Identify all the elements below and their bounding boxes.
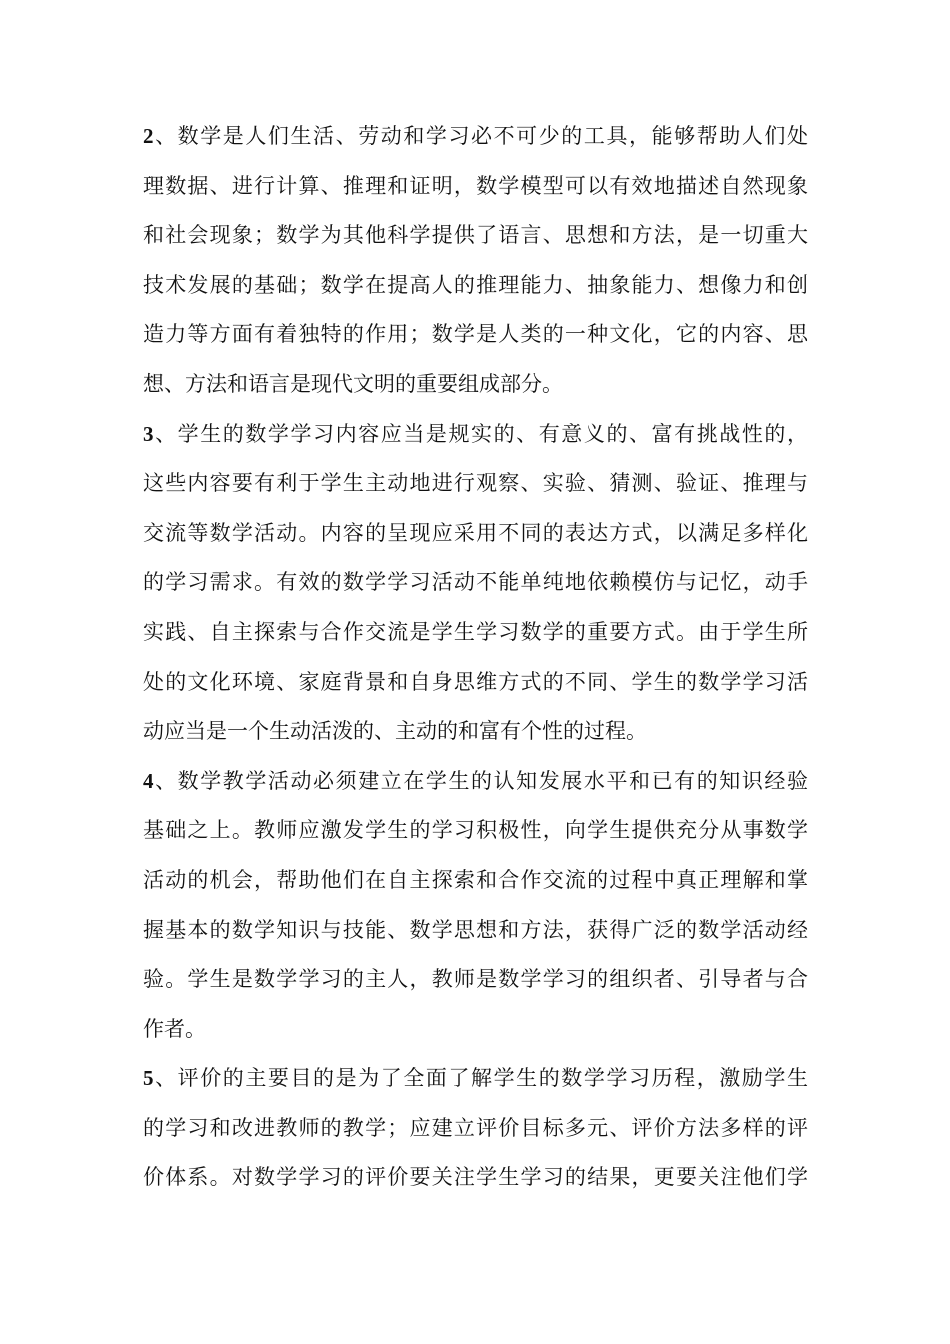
paragraph-line: 3、学生的数学学习内容应当是规实的、有意义的、富有挑战性的， [143,421,808,446]
paragraph-line: 这些内容要有利于学生主动地进行观察、实验、猜测、验证、推理与 [143,471,808,496]
paragraph-4 [143,757,808,1055]
paragraph-line: 技术发展的基础；数学在提高人的推理能力、抽象能力、想像力和创 [143,272,808,297]
paragraph-line: 造力等方面有着独特的作用；数学是人类的一种文化，它的内容、思 [143,322,808,347]
paragraph-line: 基础之上。教师应激发学生的学习积极性，向学生提供充分从事数学 [143,818,808,843]
paragraph-line: 想、方法和语言是现代文明的重要组成部分。 [143,371,563,396]
paragraph-line: 活动的机会，帮助他们在自主探索和合作交流的过程中真正理解和掌 [143,867,808,892]
paragraph-number: 4 [143,768,154,793]
paragraph-line: 4、数学教学活动必须建立在学生的认知发展水平和已有的知识经验 [143,768,808,793]
paragraph-line: 和社会现象；数学为其他科学提供了语言、思想和方法，是一切重大 [143,223,808,248]
paragraph-5 [143,1054,808,1203]
paragraph-line: 5、评价的主要目的是为了全面了解学生的数学学习历程，激励学生 [143,1066,808,1091]
paragraph-line: 动应当是一个生动活泼的、主动的和富有个性的过程。 [143,719,647,744]
paragraph-line: 实践、自主探索与合作交流是学生学习数学的重要方式。由于学生所 [143,619,808,644]
paragraph-number: 3 [143,421,154,446]
paragraph-line: 处的文化环境、家庭背景和自身思维方式的不同、学生的数学学习活 [143,669,808,694]
document-body [143,112,808,1203]
paragraph-line: 交流等数学活动。内容的呈现应采用不同的表达方式，以满足多样化 [143,520,808,545]
paragraph-line: 的学习和改进教师的教学；应建立评价目标多元、评价方法多样的评 [143,1115,808,1140]
paragraph-line: 理数据、进行计算、推理和证明，数学模型可以有效地描述自然现象 [143,173,808,198]
paragraph-2 [143,112,808,410]
paragraph-line: 验。学生是数学学习的主人，教师是数学学习的组织者、引导者与合 [143,967,808,992]
paragraph-number: 2 [143,124,154,148]
paragraph-number: 5 [143,1066,154,1091]
paragraph-line: 的学习需求。有效的数学学习活动不能单纯地依赖模仿与记忆，动手 [143,570,808,595]
paragraph-line: 作者。 [143,1016,206,1041]
paragraph-line: 价体系。对数学学习的评价要关注学生学习的结果，更要关注他们学 [143,1165,808,1190]
paragraph-line: 握基本的数学知识与技能、数学思想和方法，获得广泛的数学活动经 [143,917,808,942]
paragraph-line: 2、数学是人们生活、劳动和学习必不可少的工具，能够帮助人们处 [143,124,808,148]
paragraph-3 [143,410,808,757]
